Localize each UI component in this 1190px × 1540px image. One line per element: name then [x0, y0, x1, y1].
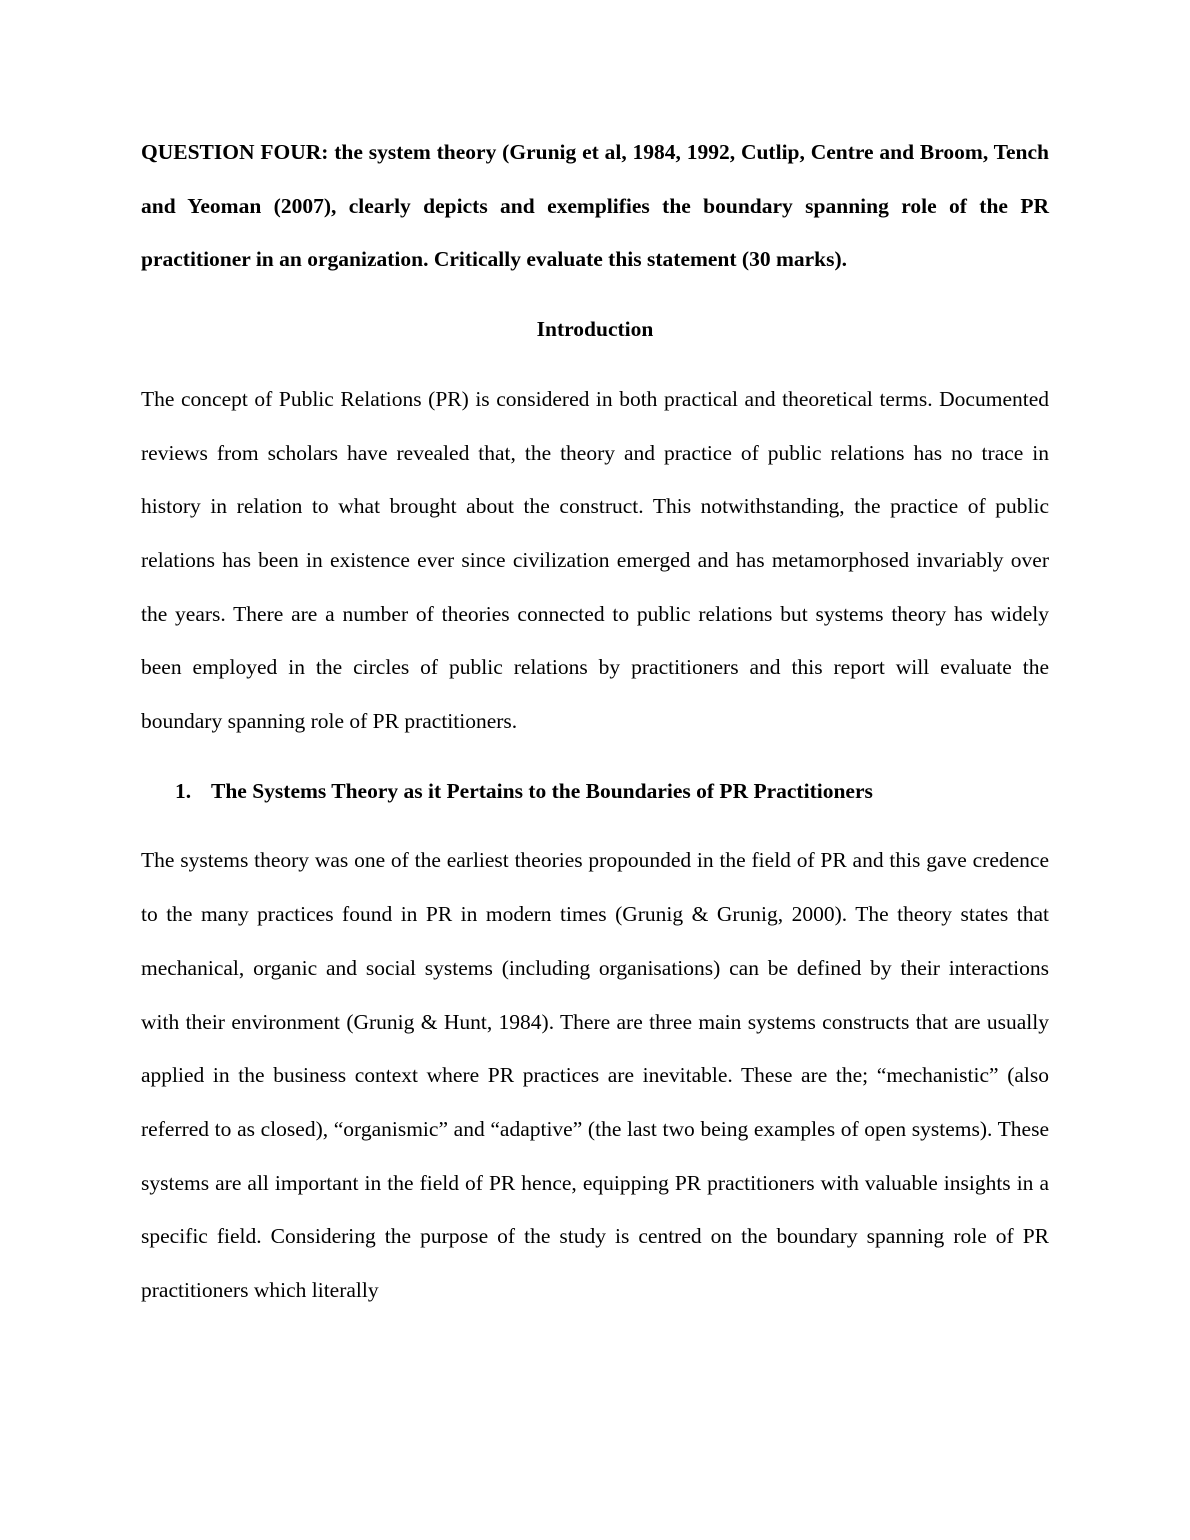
- section-1-title: The Systems Theory as it Pertains to the Boundaries of PR Practitioners: [211, 778, 873, 803]
- question-statement: QUESTION FOUR: the system theory (Grunig et al, 1984, 1992, Cutlip, Centre and Broom, Tench and Yeoman (2007), clearly depicts and exemplifies the boundary spanning role of the PR practitioner in an organization. Critically evaluate this statement (30 marks).: [141, 140, 1049, 272]
- introduction-paragraph: The concept of Public Relations (PR) is considered in both practical and theoretical terms. Documented reviews from scholars have revealed that, the theory and practice of public relations has no trace in history in relation to what brought about the construct. This notwithstanding, the practice of public relations has been in existence ever since civilization emerged and has metamorphosed invariably over the years. There are a number of theories connected to public relations but systems theory has widely been employed in the circles of public relations by practitioners and this report will evaluate the boundary spanning role of PR practitioners.: [141, 386, 1049, 734]
- document-page: [141, 126, 1049, 1318]
- introduction-heading: Introduction: [536, 317, 654, 342]
- section-1-heading: [141, 765, 1049, 819]
- section-1-number: 1.: [175, 778, 192, 803]
- section-1-paragraph: The systems theory was one of the earliest theories propounded in the field of PR and this gave credence to the many practices found in PR in modern times (Grunig & Grunig, 2000). The theory states that mechanical, organic and social systems (including organisations) can be defined by their interactions with their environment (Grunig & Hunt, 1984). There are three main systems constructs that are usually applied in the business context where PR practices are inevitable. These are the; “mechanistic” (also referred to as closed), “organismic” and “adaptive” (the last two being examples of open systems). These systems are all important in the field of PR hence, equipping PR practitioners with valuable insights in a specific field. Considering the purpose of the study is centred on the boundary spanning role of PR practitioners which literally: [141, 848, 1049, 1303]
